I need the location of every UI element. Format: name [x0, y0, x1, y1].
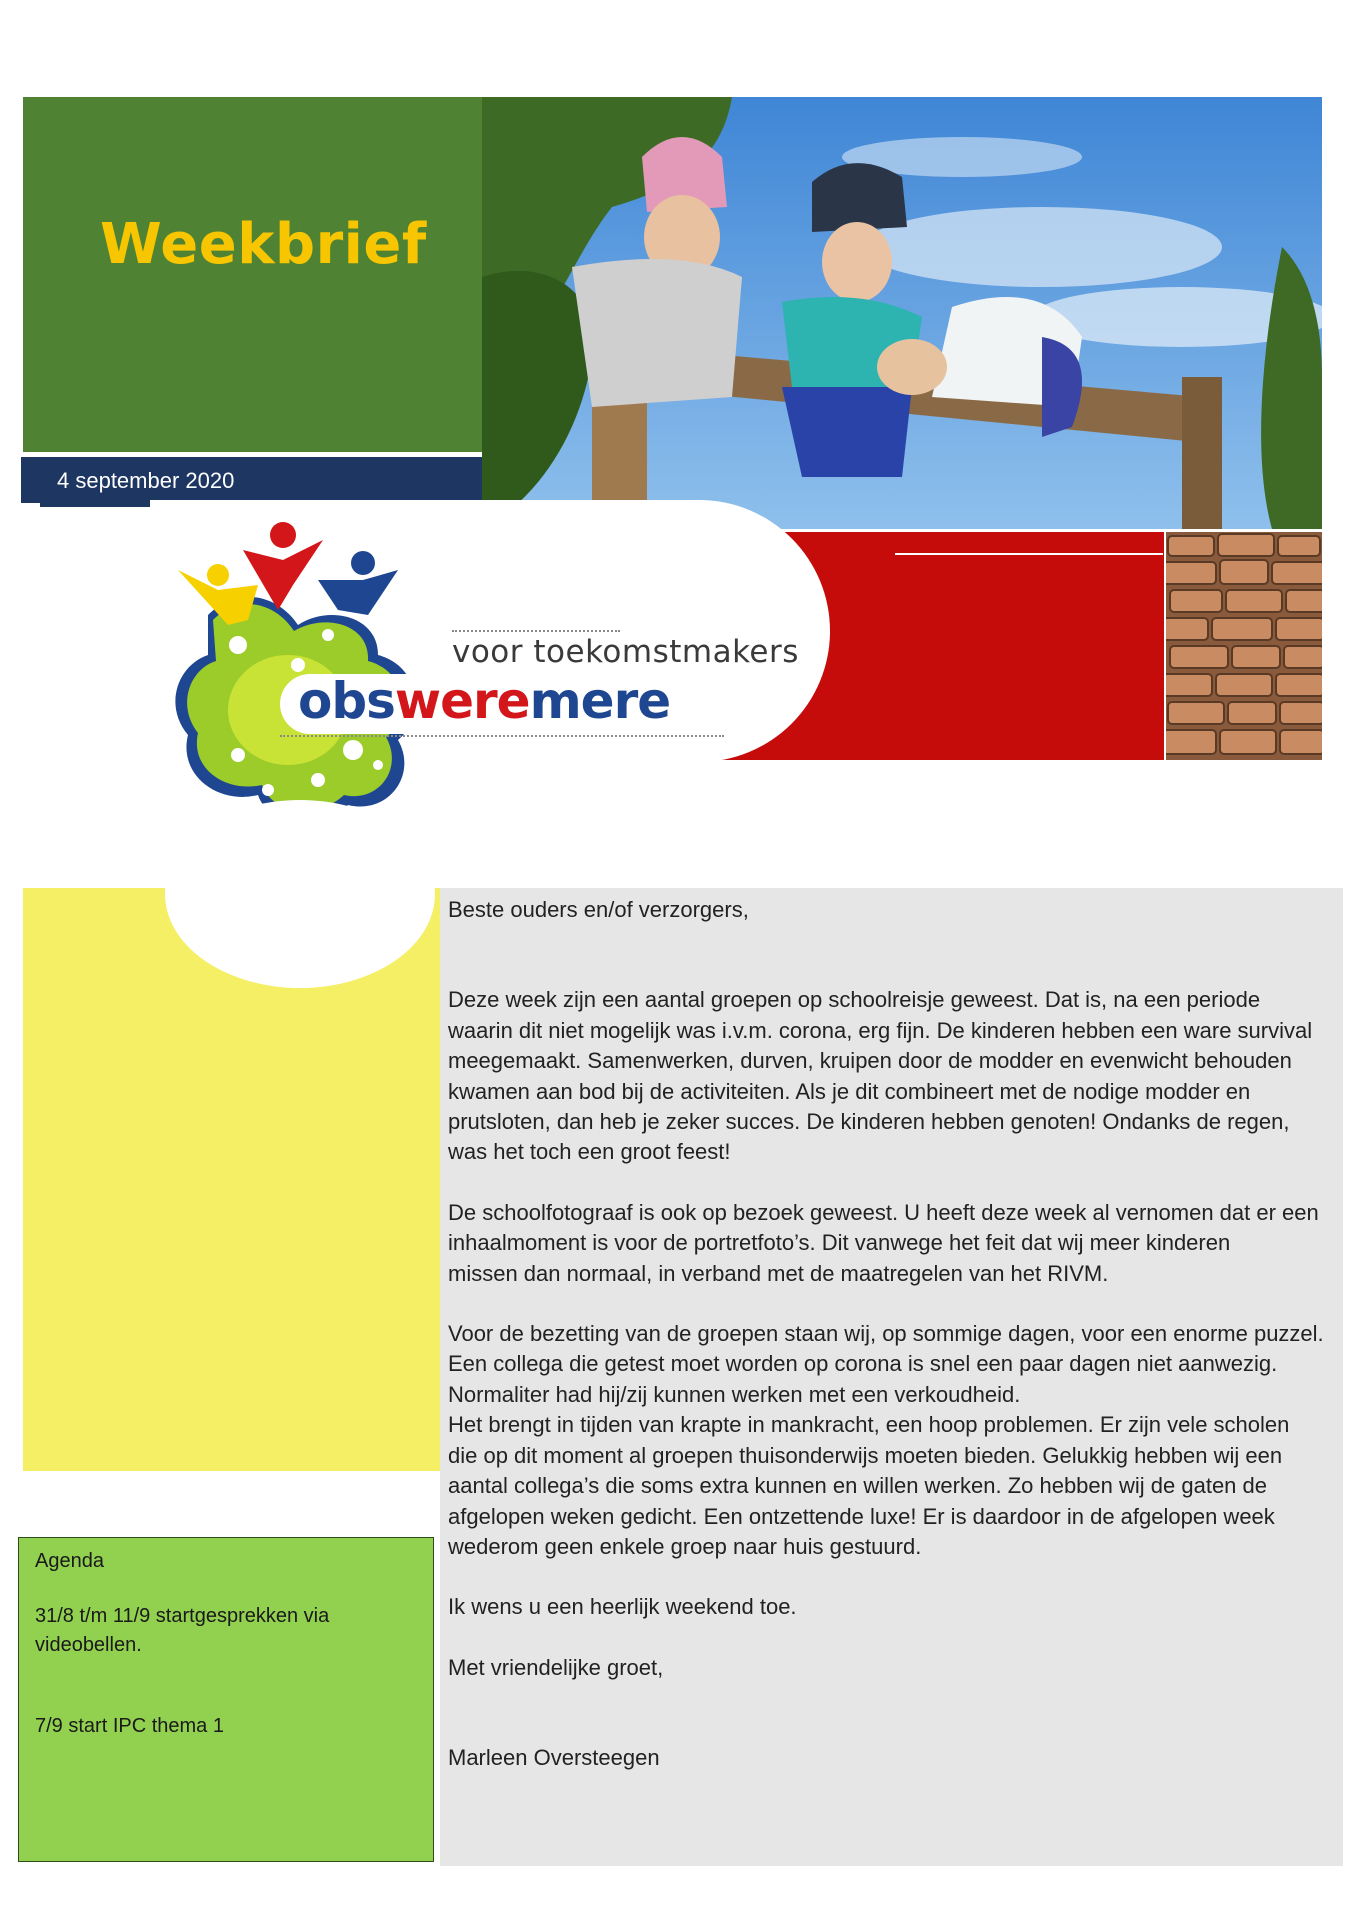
stone-wall-texture [1166, 532, 1322, 760]
paragraph-3-line: die op dit moment al groepen thuisonderwijs moeten bieden. Gelukkig hebben wij een [448, 1442, 1283, 1468]
paragraph-3-line: Een collega die getest moet worden op corona is snel een paar dagen niet aanwezig. [448, 1351, 1278, 1377]
brand-name [298, 672, 670, 730]
paragraph-1-line: meegemaakt. Samenwerken, durven, kruipen door de modder en evenwicht behouden [448, 1048, 1292, 1074]
paragraph-3-line: Het brengt in tijden van krapte in mankracht, een hoop problemen. Er zijn vele scholen [448, 1412, 1290, 1438]
paragraph-1-line: kwamen aan bod bij de activiteiten. Als je dit combineert met de nodige modder en [448, 1078, 1251, 1104]
paragraph-3-line: afgelopen weken gedicht. Een ontzettende luxe! Er is daardoor in de afgelopen week [448, 1503, 1275, 1529]
logo-tagline: voor toekomstmakers [452, 634, 799, 670]
paragraph-3-line: wederom geen enkele groep naar huis gestuurd. [448, 1533, 922, 1559]
paragraph-2-line: De schoolfotograaf is ook op bezoek geweest. U heeft deze week al vernomen dat er een [448, 1199, 1319, 1225]
paragraph-3-line: Normaliter had hij/zij kunnen werken met een verkoudheid. [448, 1381, 1021, 1407]
page-title: Weekbrief [100, 212, 427, 277]
letter-closing: Met vriendelijke groet, [448, 1654, 664, 1680]
paragraph-1-line: was het toch een groot feest! [448, 1139, 731, 1165]
red-band-line [895, 553, 1163, 555]
yellow-side-panel [23, 888, 440, 1471]
paragraph-3-line: Voor de bezetting van de groepen staan wij, op sommige dagen, voor een enorme puzzel. [448, 1321, 1324, 1347]
yellow-panel-cutout [165, 800, 435, 988]
header-photo [482, 97, 1322, 529]
letter-body [448, 895, 1340, 1774]
paragraph-2-line: inhaalmoment is voor de portretfoto’s. Dit vanwege het feit dat wij meer kinderen [448, 1230, 1231, 1256]
letter-signature: Marleen Oversteegen [448, 1745, 660, 1771]
brand-part-3: mere [529, 672, 671, 730]
paragraph-3-line: aantal collega’s die soms extra kunnen en willen werken. Zo hebben wij de gaten de [448, 1473, 1267, 1499]
children-climbing-photo [482, 97, 1322, 529]
brand-part-1: obs [298, 672, 395, 730]
paragraph-1-line: waarin dit niet mogelijk was i.v.m. corona, erg fijn. De kinderen hebben een ware survival [448, 1017, 1313, 1043]
letter-greeting: Beste ouders en/of verzorgers, [448, 897, 749, 922]
paragraph-1-line: Deze week zijn een aantal groepen op schoolreisje geweest. Dat is, na een periode [448, 987, 1261, 1013]
agenda-item-2: 7/9 start IPC thema 1 [35, 1715, 224, 1737]
tagline-divider [452, 630, 620, 632]
brand-part-2: were [394, 672, 530, 730]
agenda-box [18, 1537, 434, 1862]
agenda-heading: Agenda [35, 1550, 104, 1572]
date-label: 4 september 2020 [57, 468, 235, 493]
paragraph-2-line: missen dan normaal, in verband met de maatregelen van het RIVM. [448, 1260, 1109, 1286]
paragraph-1-line: prutsloten, dan heb je zeker succes. De kinderen hebben genoten! Ondanks de regen, [448, 1109, 1290, 1135]
stone-wall-image [1166, 532, 1322, 760]
agenda-item-1-line-1: 31/8 t/m 11/9 startgesprekken via [35, 1605, 330, 1627]
letter-wish: Ik wens u een heerlijk weekend toe. [448, 1594, 797, 1620]
agenda-item-1-line-2: videobellen. [35, 1634, 142, 1656]
brand-divider [280, 735, 724, 737]
